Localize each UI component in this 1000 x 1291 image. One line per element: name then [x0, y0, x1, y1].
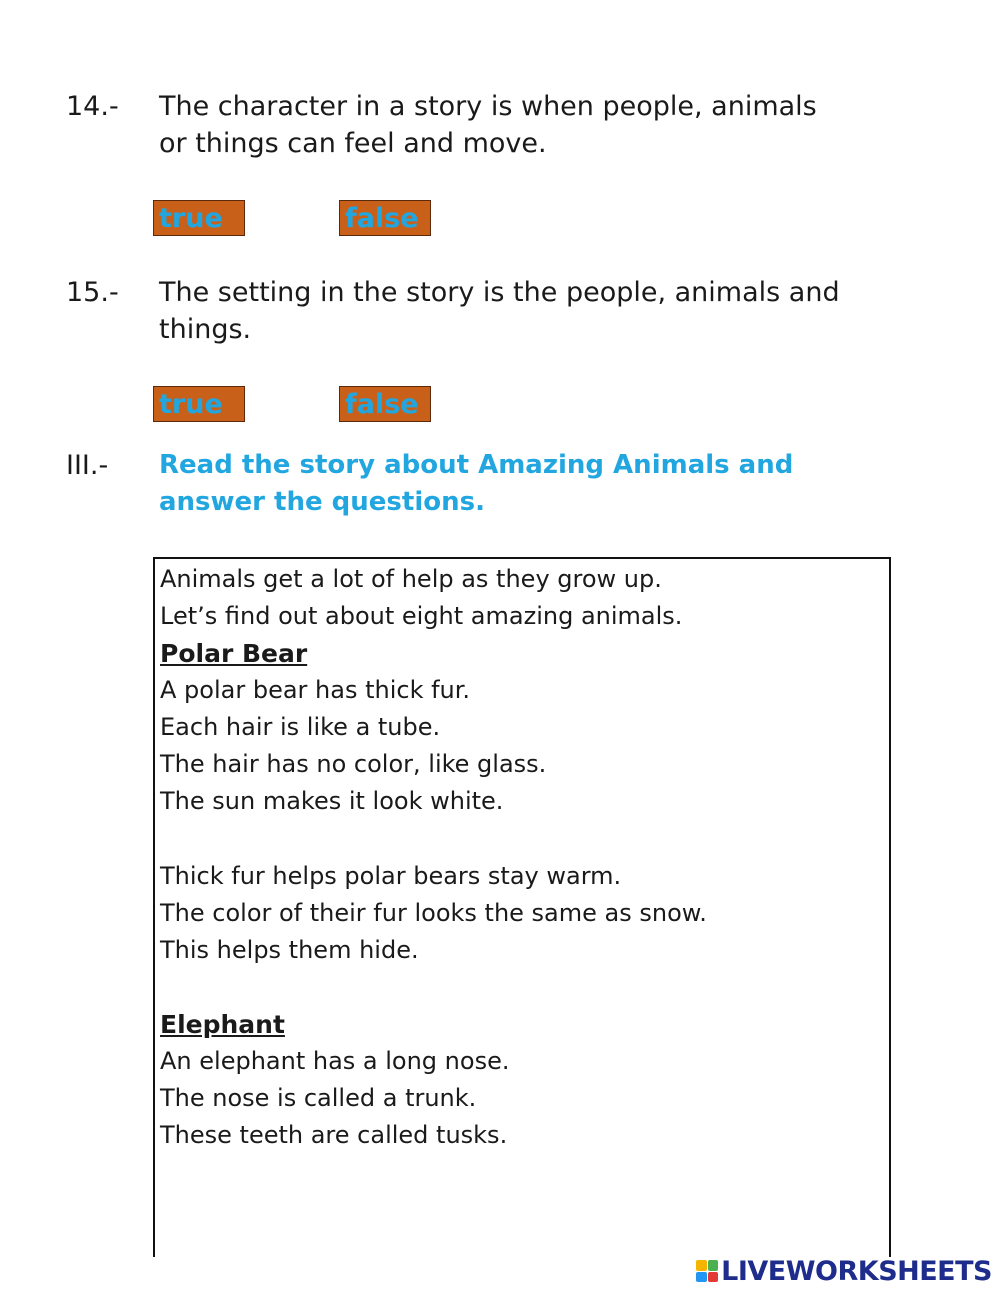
liveworksheets-logo-text: LIVEWORKSHEETS [721, 1255, 992, 1287]
story-box [153, 557, 891, 1257]
question-15-false-option[interactable]: false [339, 386, 431, 422]
polar-bear-p1-line-3: The hair has no color, like glass. [160, 750, 547, 778]
question-14-line-1: The character in a story is when people, animals [159, 91, 817, 122]
story-intro-line-2: Let’s find out about eight amazing animals. [160, 602, 683, 630]
question-14-number: 14.- [66, 91, 119, 122]
question-15-true-option[interactable]: true [153, 386, 245, 422]
question-14-text [159, 88, 879, 162]
polar-bear-p1-line-2: Each hair is like a tube. [160, 713, 441, 741]
section-3-line-1: Read the story about Amazing Animals and [159, 450, 794, 480]
story-intro-line-1: Animals get a lot of help as they grow up. [160, 565, 662, 593]
polar-bear-p1-line-1: A polar bear has thick fur. [160, 676, 471, 704]
section-3-instructions [159, 447, 879, 521]
elephant-p1-line-2: The nose is called a trunk. [160, 1084, 477, 1112]
polar-bear-p2-line-1: Thick fur helps polar bears stay warm. [160, 862, 622, 890]
elephant-p1-line-1: An elephant has a long nose. [160, 1047, 510, 1075]
question-15-text [159, 274, 879, 348]
elephant-heading: Elephant [160, 1010, 285, 1039]
question-14-true-option[interactable]: true [153, 200, 245, 236]
question-15-number: 15.- [66, 277, 119, 308]
section-3-number: III.- [66, 450, 109, 481]
polar-bear-p1-line-4: The sun makes it look white. [160, 787, 504, 815]
question-15-line-1: The setting in the story is the people, animals and [159, 277, 840, 308]
liveworksheets-logo [696, 1252, 992, 1290]
polar-bear-p2-line-3: This helps them hide. [160, 936, 419, 964]
question-15-line-2: things. [159, 314, 252, 345]
section-3-line-2: answer the questions. [159, 487, 485, 517]
liveworksheets-logo-icon [696, 1260, 718, 1282]
elephant-p1-line-3: These teeth are called tusks. [160, 1121, 508, 1149]
polar-bear-p2-line-2: The color of their fur looks the same as snow. [160, 899, 707, 927]
question-14-line-2: or things can feel and move. [159, 128, 547, 159]
question-14-false-option[interactable]: false [339, 200, 431, 236]
polar-bear-heading: Polar Bear [160, 639, 308, 668]
